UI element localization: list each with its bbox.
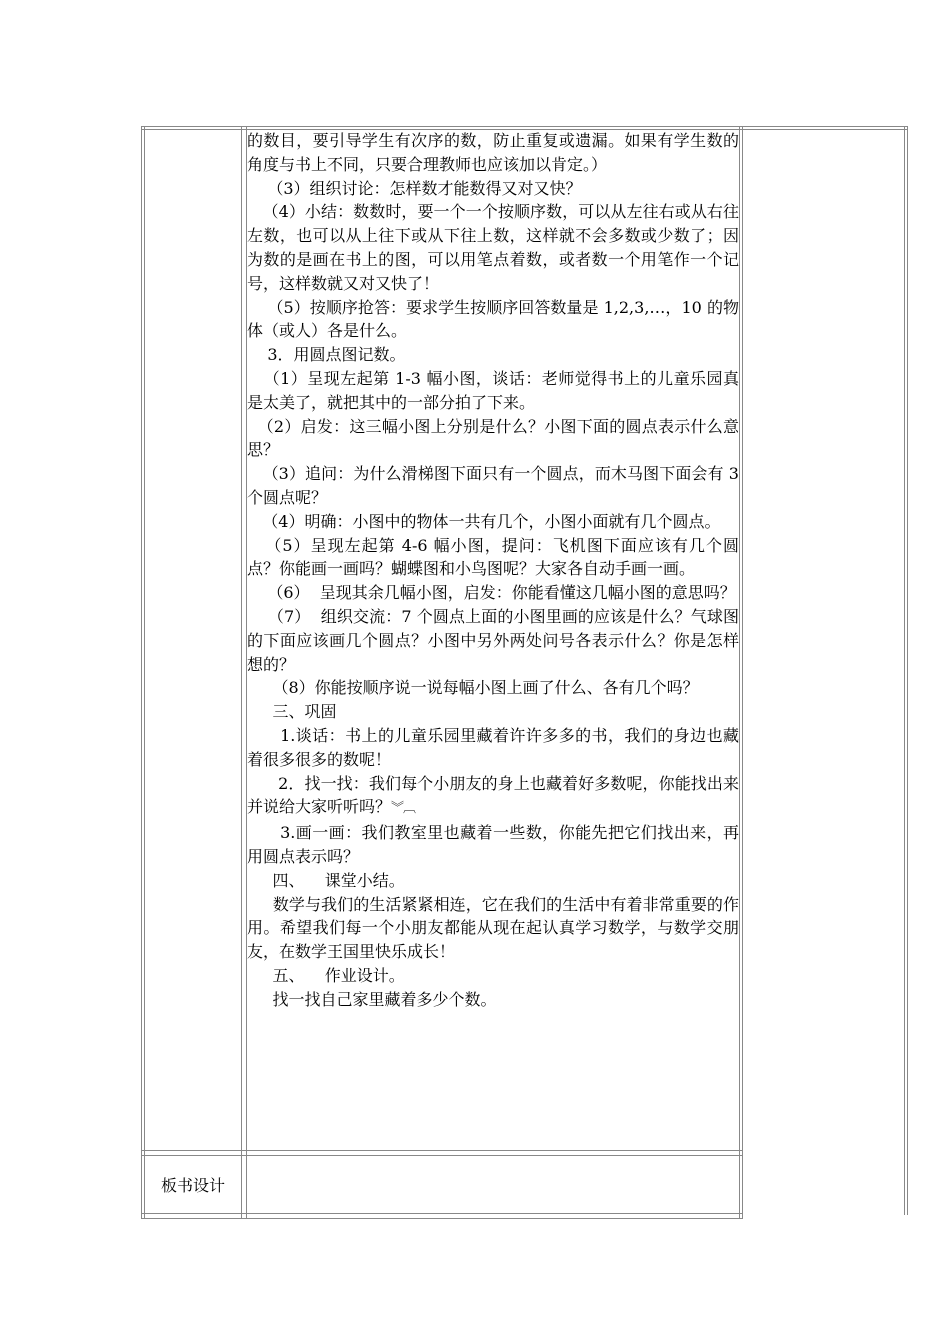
blackboard-design-label: 板书设计 — [160, 1176, 225, 1195]
paragraph: （2）启发：这三幅小图上分别是什么？小图下面的圆点表示什么意思？ — [247, 416, 740, 460]
section-heading: 三、巩固 — [247, 702, 337, 722]
paragraph: 3.画一画：我们教室里也藏着一些数，你能先把它们找出来，再用圆点表示吗？ — [247, 823, 739, 866]
table-left-border — [141, 126, 145, 1219]
column-divider-right — [739, 126, 743, 1219]
paragraph: （3）组织讨论：怎样数才能数得又对又快？ — [247, 178, 582, 198]
paragraph: （7） 组织交流：7 个圆点上面的小图里画的应该是什么？气球图的下面应该画几个圆点？小图中另外两处问号各表示什么？你是怎样想的？ — [247, 606, 740, 674]
paragraph: 找一找自己家里藏着多少个数。 — [247, 989, 497, 1009]
paragraph: （4）小结：数数时，要一个一个按顺序数，可以从左往右或从右往左数，也可以从上往下或从下往上数，这样就不会多数或少数了；因为数的是画在书上的图，可以用笔点着数，或者数一个用笔作一个记号，这样数就又对又快了！ — [247, 202, 739, 293]
lesson-content-cell — [247, 129, 745, 1011]
paragraph: （8）你能按顺序说一说每幅小图上画了什么、各有几个吗？ — [247, 678, 699, 698]
table-right-border — [904, 126, 908, 1215]
table-bottom-border — [141, 1213, 743, 1219]
paragraph — [247, 772, 739, 822]
paragraph: （4）明确：小图中的物体一共有几个，小图小面就有几个圆点。 — [247, 511, 721, 531]
paragraph: （1）呈现左起第 1-3 幅小图，谈话：老师觉得书上的儿童乐园真是太美了，就把其中的一部分拍了下来。 — [247, 368, 739, 412]
paragraph-text: 2．找一找：我们每个小朋友的身上也藏着好多数呢，你能找出来并说给大家听听吗？ — [247, 773, 740, 817]
paragraph: （3）追问：为什么滑梯图下面只有一个圆点，而木马图下面会有 3 个圆点呢？ — [247, 464, 745, 507]
paragraph: 数学与我们的生活紧紧相连，它在我们的生活中有着非常重要的作用。希望我们每一个小朋友都能从现在起认真学习数学，与数学交朋友，在数学王国里快乐成长！ — [247, 894, 739, 962]
paragraph: 的数目，要引导学生有次序的数，防止重复或遗漏。如果有学生数的角度与书上不同，只要合理教师也应该加以肯定。） — [247, 131, 739, 174]
paragraph: 3．用圆点图记数。 — [247, 345, 406, 365]
paragraph: （5）呈现左起第 4-6 幅小图，提问：飞机图下面应该有几个圆点？你能画一画吗？蝴蝶图和小鸟图呢？大家各自动手画一画。 — [247, 535, 739, 579]
section-heading: 四、 课堂小结。 — [247, 870, 405, 890]
squiggle-mark: ︾︹ — [391, 801, 416, 817]
section-heading: 五、 作业设计。 — [247, 965, 405, 985]
paragraph: 1.谈话：书上的儿童乐园里藏着许许多多的书，我们的身边也藏着很多很多的数呢！ — [247, 725, 739, 769]
paragraph: （5）按顺序抢答：要求学生按顺序回答数量是 1,2,3,…，10 的物体（或人）各是什么。 — [247, 297, 739, 341]
paragraph: （6） 呈现其余几幅小图，启发：你能看懂这几幅小图的意思吗？ — [247, 583, 736, 603]
